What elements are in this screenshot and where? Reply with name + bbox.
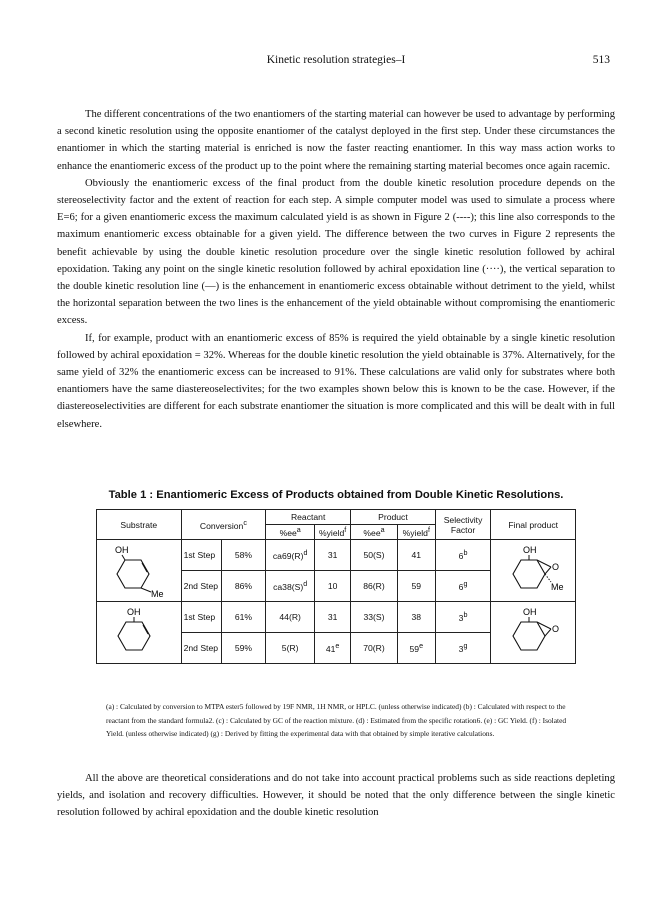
running-title: Kinetic resolution strategies–I	[266, 54, 406, 66]
final-product-structure	[491, 540, 576, 602]
product-yield: 41	[397, 540, 435, 571]
reactant-ee: $ca38(S)^d$	[266, 571, 315, 602]
product-ee: 86(R)	[351, 571, 398, 602]
final-product-structure	[491, 602, 576, 664]
reactant-header: Reactant	[266, 510, 351, 525]
conversion-value: 58%	[221, 540, 266, 571]
reactant-yield-header: %yield$^f$	[315, 525, 351, 540]
epoxy-alcohol-structure	[499, 604, 567, 662]
reactant-ee-header: $\%ee^a$	[266, 525, 315, 540]
conversion-value: 61%	[221, 602, 266, 633]
table-title: Table 1 : Enantiomeric Excess of Products obtained from Double Kinetic Resolutions.	[108, 489, 564, 501]
final-product-header: Final product	[491, 510, 576, 540]
product-yield: 38	[397, 602, 435, 633]
selectivity-header: Selectivity Factor	[435, 510, 491, 540]
step-label: 2nd Step	[181, 571, 221, 602]
svg-text:OH: OH	[523, 606, 537, 617]
paragraph: All the above are theoretical considerations and do not take into account practical problems such as side reactions depleting yields, and isolation and recovery difficulties. However, it should be noted that the only difference between the single kinetic resolution followed by achiral epoxidation and the double kinetic resolution	[57, 773, 615, 819]
svg-text:O: O	[552, 561, 560, 572]
selectivity-factor: 3$^b$	[435, 602, 491, 633]
product-ee: 33(S)	[351, 602, 398, 633]
product-ee: 50(S)	[351, 540, 398, 571]
conversion-header: Conversion$^c$	[181, 510, 266, 540]
substrate-structure	[97, 540, 182, 602]
body-text	[57, 106, 615, 433]
cyclohexenol-structure	[105, 604, 173, 662]
closing-text	[57, 770, 615, 822]
product-yield: 59	[397, 571, 435, 602]
reactant-ee: 5(R)	[266, 633, 315, 664]
reactant-ee: 44(R)	[266, 602, 315, 633]
step-label: 1st Step	[181, 540, 221, 571]
product-ee-header: $\%ee^a$	[351, 525, 398, 540]
paragraph: If, for example, product with an enantiomeric excess of 85% is required the yield obtainable by a single kinetic resolution followed by achiral epoxidation = 32%. Whereas for the double kinetic resolution the yield obtainable is 37%. Alternatively, for the same yield of 32% the enantiomeric excess can be increased to 91%. These calculations are valid only for substrates where both enantiomers have the same diastereoselectivites; for the two examples shown below this is known to be the case. However, if the diastereoselectivities are different for each substrate enantiomer the situation is more complicated and this will be dealt with in full elsewhere.	[57, 332, 615, 430]
reactant-ee: $ca69(R)^d$	[266, 540, 315, 571]
table-row	[97, 540, 576, 571]
paragraph: Obviously the enantiomeric excess of the final product from the double kinetic resolution procedure depends on the stereoselectivity factor and the extent of reaction for each step. A simple computer model was used to simulate a process where E=6; for a given enantiomeric excess the maximum calculated yield is as shown in Figure 2 (----); this line also corresponds to the maximum enantiomeric excess obtainable for a given yield. The difference between the two curves in Figure 2 represents the benefit achievable by using the double kinetic resolution procedure over the single kinetic resolution followed by achiral epoxidation. Taking any point on the single kinetic resolution followed by achiral epoxidation line (····), the vertical separation to the double kinetic resolution line (—) is the enhancement in enantiomeric excess obtainable without detriment to the yield, whilst the horizontal separation between the two lines is the enhancement of the yield obtainable without compromising the enantiomeric excess.	[57, 177, 615, 327]
reactant-yield: 31	[315, 602, 351, 633]
reactant-yield: 10	[315, 571, 351, 602]
svg-text:OH: OH	[126, 606, 141, 617]
reactant-yield: 41e	[315, 633, 351, 664]
svg-text:O: O	[552, 623, 560, 634]
footnote-text: (a) : Calculated by conversion to MTPA ester5 followed by 19F NMR, 1H NMR, or HPLC. (unless otherwise indicated) (b) : Calculated with respect to the reactant from the standard formula2. (c) : Calculated by GC of the reaction mixture. (d) : Estimated from the specific rotation6. (e) : GC Yield. (f) : Isolated Yield. (unless otherwise indicated) (g) : Derived by fitting the experimental data with that obtained by simple iterative calculations.	[106, 702, 567, 739]
svg-text:OH: OH	[523, 544, 537, 555]
product-yield-header: %yield$^f$	[397, 525, 435, 540]
methyl-epoxy-alcohol-structure	[499, 542, 567, 600]
table-footnotes	[106, 700, 574, 741]
conversion-value: 86%	[221, 571, 266, 602]
selectivity-factor: 6$^b$	[435, 540, 491, 571]
methylcyclohexenol-structure	[105, 542, 173, 600]
step-label: 2nd Step	[181, 633, 221, 664]
step-label: 1st Step	[181, 602, 221, 633]
substrate-structure	[97, 602, 182, 664]
selectivity-factor: 6$^g$	[435, 571, 491, 602]
product-header: Product	[351, 510, 436, 525]
substrate-header: Substrate	[97, 510, 182, 540]
table-header-row	[97, 510, 576, 525]
product-yield: 59e	[397, 633, 435, 664]
svg-text:Me: Me	[150, 588, 164, 599]
svg-text:Me: Me	[551, 581, 564, 592]
product-ee: 70(R)	[351, 633, 398, 664]
selectivity-factor: 3$^g$	[435, 633, 491, 664]
reactant-yield: 31	[315, 540, 351, 571]
results-table	[96, 509, 576, 664]
page-number: 513	[592, 54, 610, 66]
conversion-value: 59%	[221, 633, 266, 664]
svg-text:OH: OH	[114, 544, 129, 555]
table-row	[97, 602, 576, 633]
paragraph: The different concentrations of the two enantiomers of the starting material can however be used to advantage by performing a second kinetic resolution using the opposite enantiomer of the catalyst deployed in the first step. Under these circumstances the enantiomer in which the starting material is enriched is now the faster reacting enantiomer. In this way mass action works to enhance the enantiomeric excess of the product up to the point where the remaining starting material becomes once again racemic.	[57, 109, 615, 172]
